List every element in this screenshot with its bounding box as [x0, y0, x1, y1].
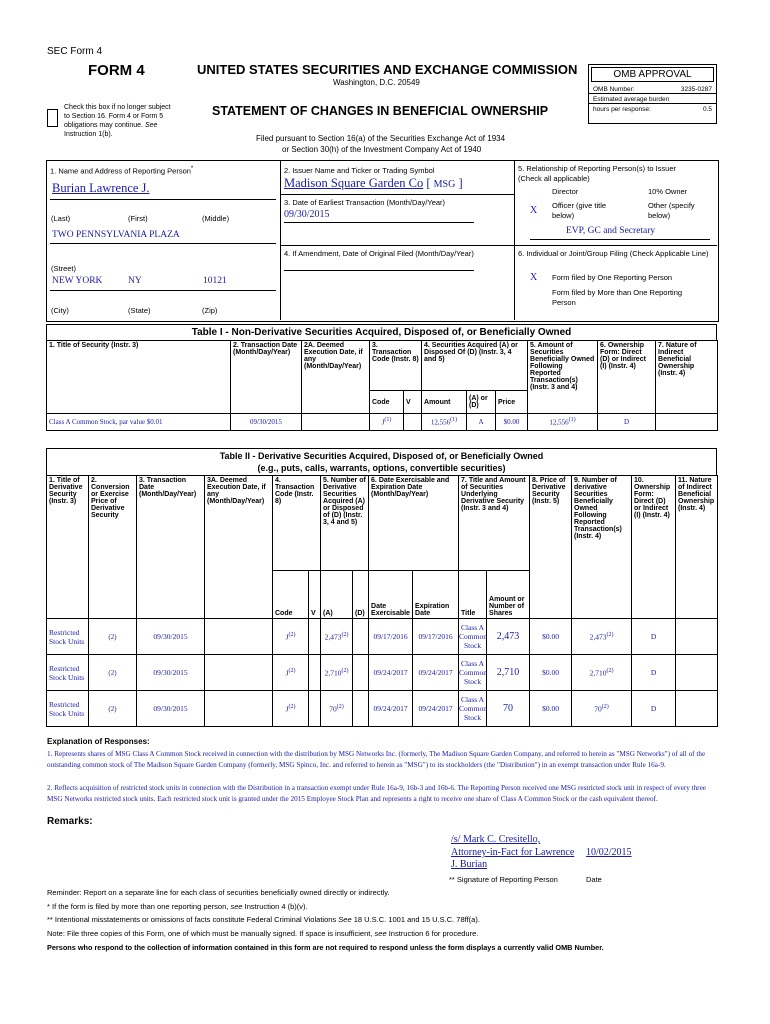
t1-code: $J^{(1)}$ — [370, 414, 404, 431]
t1-header-securities: 4. Securities Acquired (A) or Disposed Of (D) (Instr. 3, 4 and 5) — [422, 341, 528, 391]
table-2 — [46, 448, 717, 727]
city-value: NEW YORK — [52, 276, 103, 286]
t1-form: D — [598, 414, 656, 431]
table-2-grid — [46, 475, 718, 727]
checkbox-text-line: Instruction 1(b). — [64, 131, 113, 138]
checkbox-text-line: obligations may continue. — [64, 122, 143, 129]
t2-acquired: 2,473$^{(2)}$ — [321, 619, 353, 655]
t2-conversion: (2) — [89, 619, 137, 655]
signature-label: ** Signature of Reporting Person — [449, 875, 558, 884]
zip-label: (Zip) — [202, 306, 218, 315]
table-1-grid — [46, 340, 718, 431]
individual-joint-filing-label: 6. Individual or Joint/Group Filing (Check Applicable Line) — [518, 249, 709, 258]
t2-header-conversion: 2. Conversion or Exercise Price of Derivative Security — [89, 476, 137, 619]
t2-subheader-title: Title — [459, 571, 487, 619]
t2-title: Restricted Stock Units — [47, 619, 89, 655]
t2-acquired: 2,710$^{(2)}$ — [321, 655, 353, 691]
commission-title: UNITED STATES SECURITIES AND EXCHANGE COMMISSION — [197, 62, 578, 77]
table-row — [47, 414, 718, 431]
grid-divider — [514, 160, 515, 320]
t2-code: $J^{(2)}$ — [273, 691, 309, 727]
sec-form-label: SEC Form 4 — [47, 46, 103, 57]
t2-nature — [676, 619, 718, 655]
table-row — [47, 691, 718, 727]
grid-divider — [280, 194, 514, 195]
issuer-value — [284, 176, 463, 191]
reminder-text: Reminder: Report on a separate line for each class of securities beneficially owned directly or indirectly. — [47, 888, 390, 897]
t2-exercisable: 09/17/2016 — [369, 619, 413, 655]
t2-nature — [676, 691, 718, 727]
t2-deemed — [205, 691, 273, 727]
t2-header-owned: 9. Number of derivative Securities Beneficially Owned Following Reported Transaction(s) (Instr. 4) — [572, 476, 632, 619]
state-value: NY — [128, 276, 142, 286]
t2-underlying-title: Class A Common Stock — [459, 691, 487, 727]
signature-line-1: /s/ Mark C. Cresitello, — [451, 834, 541, 845]
one-person-label: Form filed by One Reporting Person — [552, 273, 673, 282]
signature-line-3: J. Burian — [451, 859, 488, 870]
explanation-note-2: 2. Reflects acquisition of restricted stock units in connection with the Distribution in a transaction exempt under Rule 16a-9, 16b-3 and 16b-6. The Reporting Person received one MSG restricted stock unit in respect of every three MSG Networks restricted stock units. Each restricted stock unit is granted under the 2015 Employee Stock Plan and represents a right to receive one share of Class A Common Stock or the cash equivalent thereof. — [47, 784, 706, 803]
reporting-person-label: 1. Name and Address of Reporting Person* — [50, 166, 194, 176]
table-1-title: Table I - Non-Derivative Securities Acquired, Disposed of, or Beneficially Owned — [46, 324, 717, 340]
t2-subheader-v: V — [309, 571, 321, 619]
earliest-transaction-label: 3. Date of Earliest Transaction (Month/Day/Year) — [284, 198, 446, 207]
checkbox-text-line: Check this box if no longer subject — [64, 104, 171, 111]
t2-owned: 2,473$^{(2)}$ — [572, 619, 632, 655]
t1-subheader-v: V — [404, 391, 422, 414]
t2-title: Restricted Stock Units — [47, 655, 89, 691]
t2-owned: 70$^{(2)}$ — [572, 691, 632, 727]
t2-underlying-title: Class A Common Stock — [459, 655, 487, 691]
commission-location: Washington, D.C. 20549 — [333, 78, 420, 87]
t2-price: $0.00 — [530, 655, 572, 691]
remarks-title: Remarks: — [47, 816, 93, 827]
street-value: TWO PENNSYLVANIA PLAZA — [52, 230, 180, 240]
t2-price: $0.00 — [530, 619, 572, 655]
t2-expiration: 09/17/2016 — [413, 619, 459, 655]
t2-nature — [676, 655, 718, 691]
table-row — [47, 619, 718, 655]
t2-code: $J^{(2)}$ — [273, 655, 309, 691]
form-title: FORM 4 — [88, 62, 145, 79]
t1-amount: 12,556$^{(1)}$ — [422, 414, 467, 431]
t2-deemed — [205, 655, 273, 691]
explanation-note-1: 1. Represents shares of MSG Class A Common Stock received in connection with the distribution by MSG Networks Inc. (formerly, The Madison Square Garden Company, and referred to herein as "MSG Networks") of all of the outstanding common stock of The Madison Square Garden Company (formerly, MSG Spinco, Inc. and referred to herein as "MSG") to its stockholders (the "Distribution") in an exempt transaction under Rule 16a-9. — [47, 750, 706, 769]
t2-underlying-title: Class A Common Stock — [459, 619, 487, 655]
t1-header-date: 2. Transaction Date (Month/Day/Year) — [231, 341, 302, 414]
ticker-bracket: [ — [426, 176, 431, 190]
t2-date: 09/30/2015 — [137, 691, 205, 727]
more-person-label: Form filed by More than One Reporting Person — [552, 288, 683, 307]
checkbox-see: See — [144, 122, 158, 129]
t1-header-amount-owned: 5. Amount of Securities Beneficially Owned Following Reported Transaction(s) (Instr. 3 and 4) — [528, 341, 598, 414]
t1-transaction-date: 09/30/2015 — [231, 414, 302, 431]
t1-v — [404, 414, 422, 431]
t1-header-deemed: 2A. Deemed Execution Date, if any (Month/Day/Year) — [302, 341, 370, 414]
footnote-1: * If the form is filed by more than one reporting person, see Instruction 4 (b)(v). — [47, 902, 308, 911]
title-underline — [530, 239, 710, 240]
t2-underlying-amount: 2,473 — [487, 619, 530, 655]
t2-deemed — [205, 619, 273, 655]
signature-date: 10/02/2015 — [586, 847, 632, 858]
middle-label: (Middle) — [202, 214, 230, 223]
omb-approval-box — [588, 64, 717, 124]
t2-owned: 2,710$^{(2)}$ — [572, 655, 632, 691]
t1-subheader-price: Price — [496, 391, 528, 414]
t2-subheader-expiration: Expiration Date — [413, 571, 459, 619]
officer-checkmark[interactable]: X — [530, 205, 538, 216]
t1-owned: 12,556$^{(1)}$ — [528, 414, 598, 431]
t2-underlying-amount: 2,710 — [487, 655, 530, 691]
reporting-person-name[interactable]: Burian Lawrence J. — [52, 181, 150, 195]
t1-header-nature: 7. Nature of Indirect Beneficial Ownership (Instr. 4) — [656, 341, 718, 414]
signature-line-2: Attorney-in-Fact for Lawrence — [451, 847, 575, 858]
director-label: Director — [552, 187, 579, 196]
t2-date: 09/30/2015 — [137, 619, 205, 655]
t2-subheader-amount: Amount or Number of Shares — [487, 571, 530, 619]
table-1 — [46, 324, 717, 431]
t2-disposed — [353, 691, 369, 727]
t2-subheader-date-exercisable: Date Exercisable — [369, 571, 413, 619]
zip-value: 10121 — [203, 276, 227, 286]
table-row — [47, 655, 718, 691]
t1-header-code: 3. Transaction Code (Instr. 8) — [370, 341, 422, 391]
one-person-checkmark[interactable]: X — [530, 272, 538, 283]
city-label: (City) — [51, 306, 69, 315]
earliest-transaction-date: 09/30/2015 — [284, 209, 330, 220]
officer-label: Officer (give title below) — [552, 201, 607, 220]
omb-hours-label: hours per response: — [593, 106, 651, 113]
t2-header-title: 1. Title of Derivative Security (Instr. 3) — [47, 476, 89, 619]
t1-header-title: 1. Title of Security (Instr. 3) — [47, 341, 231, 414]
t1-ad: A — [467, 414, 496, 431]
t1-subheader-code: Code — [370, 391, 404, 414]
t2-conversion: (2) — [89, 691, 137, 727]
t2-title: Restricted Stock Units — [47, 691, 89, 727]
omb-notice: Persons who respond to the collection of information contained in this form are not required to respond unless the form displays a currently valid OMB Number. — [47, 943, 604, 952]
omb-burden-label: Estimated average burden — [589, 94, 716, 104]
footnote-3: Note: File three copies of this Form, one of which must be manually signed. If space is insufficient, see Instruction 6 for procedure. — [47, 929, 479, 938]
last-label: (Last) — [51, 214, 71, 223]
checkbox-instructions — [64, 103, 194, 139]
name-underline — [50, 199, 276, 200]
t2-price: $0.00 — [530, 691, 572, 727]
first-label: (First) — [128, 214, 148, 223]
omb-number-value: 3235-0287 — [680, 86, 712, 93]
grid-divider — [280, 245, 717, 246]
t2-header-nature: 11. Nature of Indirect Beneficial Ownership (Instr. 4) — [676, 476, 718, 619]
grid-divider — [280, 160, 281, 320]
issuer-name[interactable]: Madison Square Garden Co — [284, 176, 424, 190]
t1-deemed-date — [302, 414, 370, 431]
t2-header-price: 8. Price of Derivative Security (Instr. 5) — [530, 476, 572, 619]
street-underline — [50, 243, 276, 244]
table-2-title: Table II - Derivative Securities Acquired, Disposed of, or Beneficially Owned (e.g., puts, calls, warrants, options, convertible securities) — [46, 448, 717, 475]
explanation-title: Explanation of Responses: — [47, 737, 150, 746]
ten-percent-owner-label: 10% Owner — [648, 187, 688, 196]
footnote-2: ** Intentional misstatements or omissions of facts constitute Federal Criminal Violations See 18 U.S.C. 1001 and 15 U.S.C. 78ff(a). — [47, 915, 480, 924]
officer-title-value: EVP, GC and Secretary — [566, 226, 656, 236]
issuer-label: 2. Issuer Name and Ticker or Trading Symbol — [284, 166, 435, 175]
t2-header-deemed: 3A. Deemed Execution Date, if any (Month/Day/Year) — [205, 476, 273, 619]
statement-title: STATEMENT OF CHANGES IN BENEFICIAL OWNERSHIP — [212, 104, 549, 118]
t2-underlying-amount: 70 — [487, 691, 530, 727]
t2-expiration: 09/24/2017 — [413, 655, 459, 691]
t2-subheader-code: Code — [273, 571, 309, 619]
t2-code: $J^{(2)}$ — [273, 619, 309, 655]
date-underline — [284, 222, 474, 223]
t1-nature — [656, 414, 718, 431]
t2-form: D — [632, 655, 676, 691]
t2-exercisable: 09/24/2017 — [369, 691, 413, 727]
filed-pursuant-line-2: or Section 30(h) of the Investment Company Act of 1940 — [282, 145, 482, 154]
omb-title: OMB APPROVAL — [591, 67, 714, 82]
t2-disposed — [353, 655, 369, 691]
t2-subheader-d: (D) — [353, 571, 369, 619]
omb-hours-row — [589, 104, 716, 113]
t2-header-number: 5. Number of Derivative Securities Acquired (A) or Disposed of (D) (Instr. 3, 4 and 5) — [321, 476, 369, 571]
t2-disposed — [353, 619, 369, 655]
t2-form: D — [632, 619, 676, 655]
t2-form: D — [632, 691, 676, 727]
t2-exercisable: 09/24/2017 — [369, 655, 413, 691]
t2-header-underlying: 7. Title and Amount of Securities Underlying Derivative Security (Instr. 3 and 4) — [459, 476, 530, 571]
t2-v — [309, 619, 321, 655]
ticker-bracket: ] — [458, 176, 463, 190]
amendment-underline — [284, 270, 474, 271]
t2-header-code: 4. Transaction Code (Instr. 8) — [273, 476, 321, 571]
t2-v — [309, 655, 321, 691]
t2-expiration: 09/24/2017 — [413, 691, 459, 727]
date-label: Date — [586, 875, 602, 884]
t2-date: 09/30/2015 — [137, 655, 205, 691]
t1-security-title: Class A Common Stock, par value $0.01 — [47, 414, 231, 431]
other-label: Other (specify below) — [648, 201, 695, 220]
t1-header-ownership-form: 6. Ownership Form: Direct (D) or Indirect (I) (Instr. 4) — [598, 341, 656, 414]
t2-header-exercisable: 6. Date Exercisable and Expiration Date (Month/Day/Year) — [369, 476, 459, 571]
omb-hours-value: 0.5 — [702, 106, 712, 113]
city-underline — [50, 290, 276, 291]
t2-v — [309, 691, 321, 727]
t2-acquired: 70$^{(2)}$ — [321, 691, 353, 727]
omb-number-row — [589, 84, 716, 94]
t2-conversion: (2) — [89, 655, 137, 691]
filed-pursuant-line-1: Filed pursuant to Section 16(a) of the Securities Exchange Act of 1934 — [256, 134, 506, 143]
t1-price: $0.00 — [496, 414, 528, 431]
street-label: (Street) — [51, 264, 77, 273]
checkbox-text-line: to Section 16. Form 4 or Form 5 — [64, 113, 164, 120]
t2-subheader-a: (A) — [321, 571, 353, 619]
ticker-symbol[interactable]: MSG — [433, 179, 456, 190]
no-longer-subject-checkbox[interactable] — [47, 109, 58, 127]
t1-subheader-amount: Amount — [422, 391, 467, 414]
t2-header-form: 10. Ownership Form: Direct (D) or Indirect (I) (Instr. 4) — [632, 476, 676, 619]
relationship-label: 5. Relationship of Reporting Person(s) to Issuer (Check all applicable) — [518, 164, 676, 183]
t1-subheader-ad: (A) or (D) — [467, 391, 496, 414]
omb-number-label: OMB Number: — [593, 86, 635, 93]
state-label: (State) — [128, 306, 151, 315]
t2-header-date: 3. Transaction Date (Month/Day/Year) — [137, 476, 205, 619]
amendment-label: 4. If Amendment, Date of Original Filed (Month/Day/Year) — [284, 249, 474, 258]
